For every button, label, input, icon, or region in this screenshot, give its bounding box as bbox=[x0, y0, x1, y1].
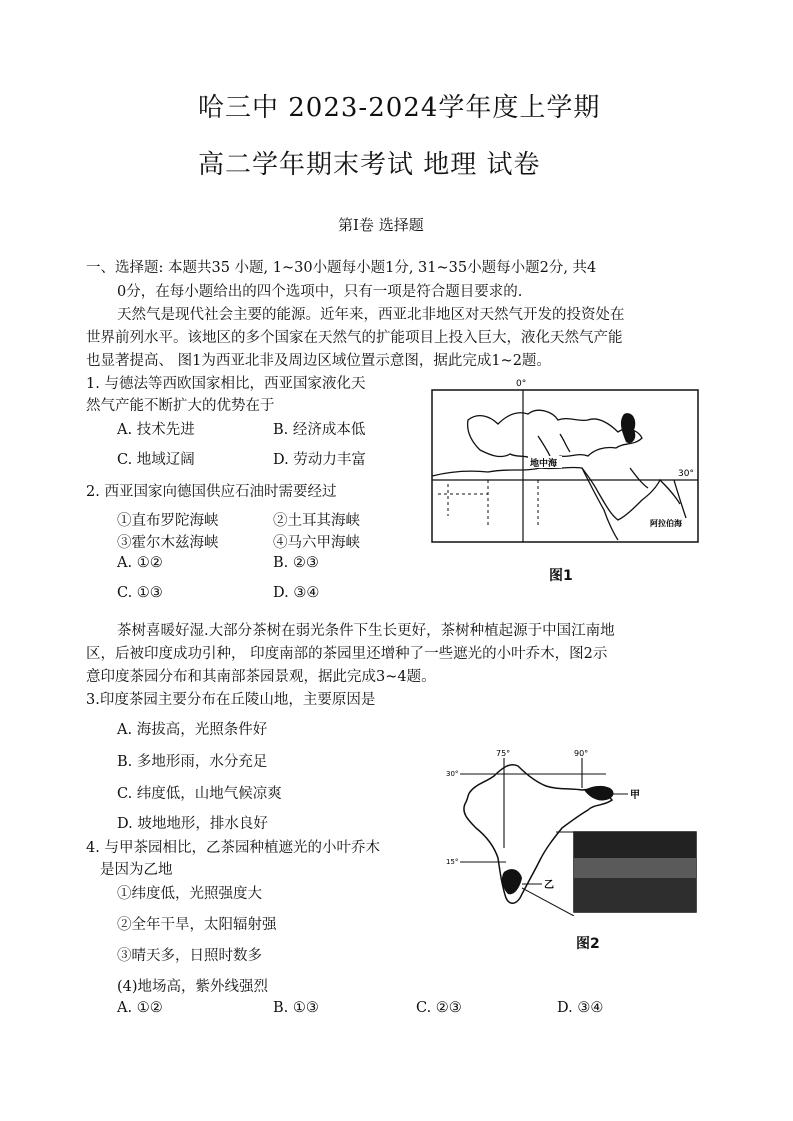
q1-option-a: A. 技术先进 bbox=[117, 422, 195, 438]
q2-choice-4: ④马六甲海峡 bbox=[273, 535, 360, 551]
passage1-line2: 世界前列水平。该地区的多个国家在天然气的扩能项目上投入巨大，液化天然气产能 bbox=[86, 330, 623, 346]
q3-option-c: C. 纬度低，山地气候凉爽 bbox=[117, 786, 282, 802]
fig2-lon2-label: 90° bbox=[574, 749, 589, 758]
q1-option-b: B. 经济成本低 bbox=[273, 422, 366, 438]
fig1-sea-label: 地中海 bbox=[530, 459, 558, 469]
q3-option-a: A. 海拔高，光照条件好 bbox=[117, 722, 268, 738]
q4-option-d: D. ③④ bbox=[557, 1000, 604, 1016]
fig1-sea2-label: 阿拉伯海 bbox=[650, 519, 682, 528]
q2-option-b: B. ②③ bbox=[273, 555, 319, 571]
passage2-line1: 茶树喜暖好湿.大部分茶树在弱光条件下生长更好，茶树种植起源于中国江南地 bbox=[117, 623, 615, 639]
exam-title-line1: 哈三中 2023-2024学年度上学期 bbox=[198, 93, 601, 123]
figure1-map bbox=[428, 376, 703, 546]
q4-option-b: B. ①③ bbox=[273, 1000, 319, 1016]
q1-option-c: C. 地域辽阔 bbox=[117, 452, 195, 468]
figure2-caption: 图2 bbox=[576, 936, 600, 952]
fig2-jia-label: 甲 bbox=[630, 790, 640, 801]
q4-option-c: C. ②③ bbox=[416, 1000, 462, 1016]
q4-stem-line1: 4. 与甲茶园相比，乙茶园种植遮光的小叶乔木 bbox=[86, 840, 380, 856]
q1-stem-line1: 1. 与德法等西欧国家相比，西亚国家液化天 bbox=[86, 376, 366, 392]
exam-title-line2: 高二学年期末考试 地理 试卷 bbox=[198, 150, 541, 180]
q4-choice-2: ②全年干旱，太阳辐射强 bbox=[117, 917, 277, 933]
q2-choice-3: ③霍尔木兹海峡 bbox=[117, 535, 219, 551]
q1-stem-line2: 然气产能不断扩大的优势在于 bbox=[86, 398, 275, 414]
instructions-line2: 0分，在每小题给出的四个选项中，只有一项是符合题目要求的. bbox=[117, 284, 523, 300]
india-tea-map bbox=[446, 748, 698, 916]
west-asia-north-africa-map bbox=[428, 376, 703, 546]
fig2-lat1-label: 30° bbox=[446, 770, 459, 778]
passage2-line2: 区，后被印度成功引种， 印度南部的茶园里还增种了一些遮光的小叶乔木，图2示 bbox=[86, 646, 608, 662]
q1-option-d: D. 劳动力丰富 bbox=[273, 452, 366, 468]
q4-choice-4: (4)地场高，紫外线强烈 bbox=[117, 979, 269, 995]
q4-choice-3: ③晴天多，日照时数多 bbox=[117, 948, 262, 964]
q2-stem: 2. 西亚国家向德国供应石油时需要经过 bbox=[86, 484, 337, 500]
q2-option-c: C. ①③ bbox=[117, 585, 163, 601]
q4-choice-1: ①纬度低，光照强度大 bbox=[117, 886, 262, 902]
section-heading: 第Ⅰ卷 选择题 bbox=[338, 216, 424, 234]
q3-stem: 3.印度茶园主要分布在丘陵山地，主要原因是 bbox=[86, 692, 376, 708]
fig2-lon1-label: 75° bbox=[496, 749, 511, 758]
q2-option-d: D. ③④ bbox=[273, 585, 320, 601]
fig1-longitude-label: 0° bbox=[516, 379, 527, 389]
fig1-latitude-label: 30° bbox=[678, 469, 694, 479]
q2-choice-1: ①直布罗陀海峡 bbox=[117, 513, 219, 529]
q3-option-b: B. 多地形雨，水分充足 bbox=[117, 754, 268, 770]
instructions-line1: 一、选择题: 本题共35 小题, 1~30小题每小题1分, 31~35小题每小题2分, 共4 bbox=[86, 260, 597, 276]
q2-option-a: A. ①② bbox=[117, 555, 163, 571]
passage2-line3: 意印度茶园分布和其南部茶园景观，据此完成3~4题。 bbox=[86, 669, 436, 685]
figure1-caption: 图1 bbox=[549, 568, 573, 584]
q4-option-a: A. ①② bbox=[117, 1000, 163, 1016]
q2-choice-2: ②土耳其海峡 bbox=[273, 513, 360, 529]
q3-option-d: D. 坡地地形，排水良好 bbox=[117, 816, 268, 832]
passage1-line1: 天然气是现代社会主要的能源。近年来，西亚北非地区对天然气开发的投资处在 bbox=[117, 307, 625, 323]
fig2-yi-label: 乙 bbox=[544, 880, 554, 891]
passage1-line3: 也显著提高、 图1为西亚北非及周边区域位置示意图，据此完成1~2题。 bbox=[86, 353, 551, 369]
fig2-lat2-label: 15° bbox=[446, 858, 459, 866]
figure2-map bbox=[446, 748, 698, 916]
q4-stem-line2: 是因为乙地 bbox=[100, 862, 173, 878]
